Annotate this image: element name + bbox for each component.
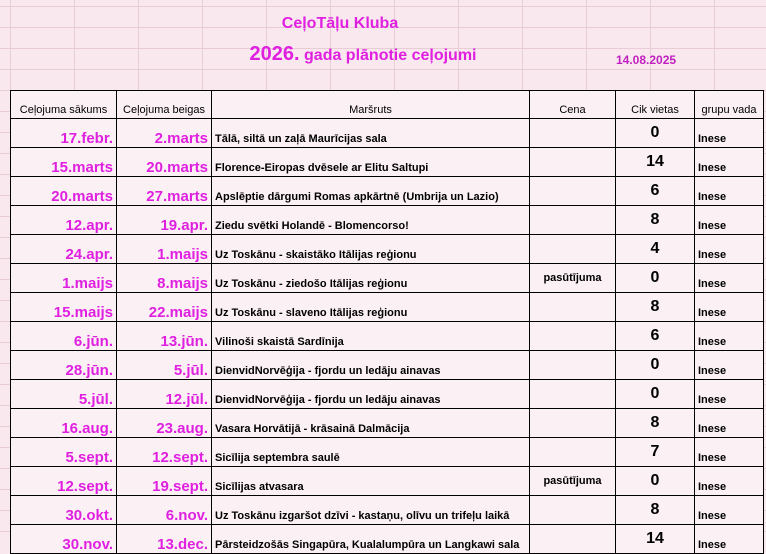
- route-cell[interactable]: Apslēptie dārgumi Romas apkārtnē (Umbrija un Lazio): [212, 177, 530, 206]
- seats-cell[interactable]: 0: [616, 380, 695, 409]
- seats-cell[interactable]: 8: [616, 496, 695, 525]
- route-cell[interactable]: Ziedu svētki Holandē - Blomencorso!: [212, 206, 530, 235]
- table-row: [11, 467, 764, 496]
- subtitle-text: gada plānotie ceļojumi: [304, 47, 477, 64]
- header-route[interactable]: Maršruts: [212, 91, 530, 119]
- table-row: [11, 148, 764, 177]
- end-date-cell[interactable]: 12.sept.: [117, 438, 212, 467]
- leader-cell[interactable]: Inese: [695, 409, 764, 438]
- start-date-cell[interactable]: 6.jūn.: [11, 322, 117, 351]
- route-cell[interactable]: Uz Toskānu - ziedošo Itālijas reģionu: [212, 264, 530, 293]
- price-cell[interactable]: [530, 148, 616, 177]
- price-cell[interactable]: [530, 119, 616, 148]
- price-cell[interactable]: [530, 235, 616, 264]
- start-date-cell[interactable]: 5.sept.: [11, 438, 117, 467]
- start-date-cell[interactable]: 15.marts: [11, 148, 117, 177]
- start-date-cell[interactable]: 20.marts: [11, 177, 117, 206]
- seats-cell[interactable]: 8: [616, 293, 695, 322]
- table-row: [11, 235, 764, 264]
- leader-cell[interactable]: Inese: [695, 235, 764, 264]
- end-date-cell[interactable]: 8.maijs: [117, 264, 212, 293]
- end-date-cell[interactable]: 2.marts: [117, 119, 212, 148]
- end-date-cell[interactable]: 5.jūl.: [117, 351, 212, 380]
- document-date: 14.08.2025: [616, 53, 677, 67]
- route-cell[interactable]: Uz Toskānu - skaistāko Itālijas reģionu: [212, 235, 530, 264]
- trips-table: [10, 90, 764, 554]
- table-row: [11, 496, 764, 525]
- route-cell[interactable]: Uz Toskānu - slaveno Itālijas reģionu: [212, 293, 530, 322]
- start-date-cell[interactable]: 12.apr.: [11, 206, 117, 235]
- header-start[interactable]: Ceļojuma sākums: [11, 91, 117, 119]
- route-cell[interactable]: Sicīlijas atvasara: [212, 467, 530, 496]
- seats-cell[interactable]: 0: [616, 119, 695, 148]
- start-date-cell[interactable]: 30.nov.: [11, 525, 117, 554]
- table-row: [11, 206, 764, 235]
- seats-cell[interactable]: 0: [616, 351, 695, 380]
- end-date-cell[interactable]: 20.marts: [117, 148, 212, 177]
- header-seats[interactable]: Cik vietas: [616, 91, 695, 119]
- leader-cell[interactable]: Inese: [695, 380, 764, 409]
- end-date-cell[interactable]: 13.dec.: [117, 525, 212, 554]
- seats-cell[interactable]: 4: [616, 235, 695, 264]
- leader-cell[interactable]: Inese: [695, 467, 764, 496]
- price-cell[interactable]: [530, 293, 616, 322]
- price-cell[interactable]: pasūtījuma: [530, 467, 616, 496]
- route-cell[interactable]: Florence-Eiropas dvēsele ar Elitu Saltupi: [212, 148, 530, 177]
- start-date-cell[interactable]: 17.febr.: [11, 119, 117, 148]
- table-row: [11, 177, 764, 206]
- price-cell[interactable]: [530, 380, 616, 409]
- leader-cell[interactable]: Inese: [695, 148, 764, 177]
- leader-cell[interactable]: Inese: [695, 525, 764, 554]
- table-header-row: [11, 91, 764, 119]
- end-date-cell[interactable]: 23.aug.: [117, 409, 212, 438]
- price-cell[interactable]: [530, 322, 616, 351]
- start-date-cell[interactable]: 16.aug.: [11, 409, 117, 438]
- leader-cell[interactable]: Inese: [695, 322, 764, 351]
- price-cell[interactable]: [530, 438, 616, 467]
- route-cell[interactable]: Vilinoši skaistā Sardīnija: [212, 322, 530, 351]
- end-date-cell[interactable]: 6.nov.: [117, 496, 212, 525]
- route-cell[interactable]: Sicīlija septembra saulē: [212, 438, 530, 467]
- price-cell[interactable]: pasūtījuma: [530, 264, 616, 293]
- table-row: [11, 119, 764, 148]
- price-cell[interactable]: [530, 351, 616, 380]
- seats-cell[interactable]: 6: [616, 177, 695, 206]
- table-row: [11, 525, 764, 554]
- seats-cell[interactable]: 14: [616, 525, 695, 554]
- leader-cell[interactable]: Inese: [695, 351, 764, 380]
- end-date-cell[interactable]: 22.maijs: [117, 293, 212, 322]
- route-cell[interactable]: Uz Toskānu izgaršot dzīvi - kastaņu, olīvu un trifeļu laikā: [212, 496, 530, 525]
- start-date-cell[interactable]: 28.jūn.: [11, 351, 117, 380]
- table-row: [11, 322, 764, 351]
- start-date-cell[interactable]: 1.maijs: [11, 264, 117, 293]
- price-cell[interactable]: [530, 409, 616, 438]
- leader-cell[interactable]: Inese: [695, 496, 764, 525]
- price-cell[interactable]: [530, 206, 616, 235]
- end-date-cell[interactable]: 27.marts: [117, 177, 212, 206]
- leader-cell[interactable]: Inese: [695, 206, 764, 235]
- start-date-cell[interactable]: 12.sept.: [11, 467, 117, 496]
- seats-cell[interactable]: 0: [616, 467, 695, 496]
- table-row: [11, 438, 764, 467]
- start-date-cell[interactable]: 30.okt.: [11, 496, 117, 525]
- route-cell[interactable]: DienvidNorvēģija - fjordu un ledāju ainavas: [212, 380, 530, 409]
- end-date-cell[interactable]: 12.jūl.: [117, 380, 212, 409]
- table-row: [11, 409, 764, 438]
- price-cell[interactable]: [530, 525, 616, 554]
- seats-cell[interactable]: 14: [616, 148, 695, 177]
- table-row: [11, 264, 764, 293]
- start-date-cell[interactable]: 24.apr.: [11, 235, 117, 264]
- leader-cell[interactable]: Inese: [695, 293, 764, 322]
- leader-cell[interactable]: Inese: [695, 438, 764, 467]
- price-cell[interactable]: [530, 496, 616, 525]
- table-row: [11, 351, 764, 380]
- start-date-cell[interactable]: 5.jūl.: [11, 380, 117, 409]
- end-date-cell[interactable]: 19.sept.: [117, 467, 212, 496]
- route-cell[interactable]: Pārsteidzošās Singapūra, Kualalumpūra un Langkawi sala: [212, 525, 530, 554]
- seats-cell[interactable]: 8: [616, 409, 695, 438]
- table-row: [11, 293, 764, 322]
- seats-cell[interactable]: 7: [616, 438, 695, 467]
- route-cell[interactable]: Tālā, siltā un zaļā Maurīcijas sala: [212, 119, 530, 148]
- route-cell[interactable]: DienvidNorvēģija - fjordu un ledāju ainavas: [212, 351, 530, 380]
- route-cell[interactable]: Vasara Horvātijā - krāsainā Dalmācija: [212, 409, 530, 438]
- seats-cell[interactable]: 0: [616, 264, 695, 293]
- start-date-cell[interactable]: 15.maijs: [11, 293, 117, 322]
- table-row: [11, 380, 764, 409]
- leader-cell[interactable]: Inese: [695, 177, 764, 206]
- subtitle-year: 2026.: [249, 43, 300, 65]
- header-end[interactable]: Ceļojuma beigas: [117, 91, 212, 119]
- leader-cell[interactable]: Inese: [695, 119, 764, 148]
- header-leader[interactable]: grupu vada: [695, 91, 764, 119]
- price-cell[interactable]: [530, 177, 616, 206]
- end-date-cell[interactable]: 19.apr.: [117, 206, 212, 235]
- leader-cell[interactable]: Inese: [695, 264, 764, 293]
- club-title: CeļoTāļu Kluba: [281, 15, 399, 32]
- seats-cell[interactable]: 8: [616, 206, 695, 235]
- header-price[interactable]: Cena: [530, 91, 616, 119]
- end-date-cell[interactable]: 1.maijs: [117, 235, 212, 264]
- end-date-cell[interactable]: 13.jūn.: [117, 322, 212, 351]
- seats-cell[interactable]: 6: [616, 322, 695, 351]
